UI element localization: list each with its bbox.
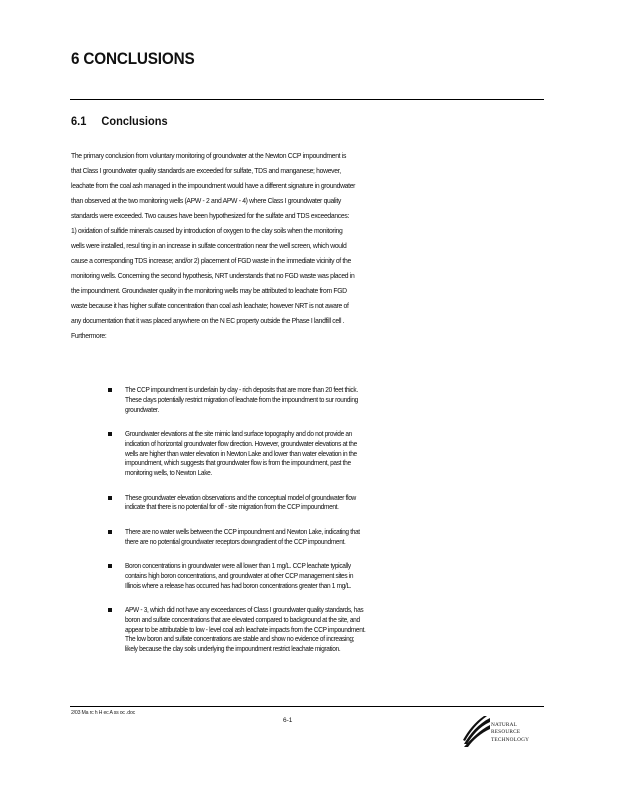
paragraph-line: standards were exceeded. Two causes have been hypothesized for the sulfate and TDS exceedances: (71, 211, 349, 220)
chapter-title: 6 CONCLUSIONS (71, 49, 195, 68)
section-heading (71, 114, 168, 128)
paragraph-line: waste because it has higher sulfate concentration than coal ash leachate; however NRT is not aware of (71, 301, 349, 310)
paragraph-line: any documentation that it was placed anywhere on the N EC property outside the Phase I landfill cell . (71, 316, 345, 325)
bullet-line: Boron concentrations in groundwater were all lower than 1 mg/L. CCP leachate typically (125, 561, 351, 570)
bullet-line: impoundment, which suggests that groundwater flow is from the impoundment, past the (125, 459, 351, 468)
bullet-item (108, 494, 528, 514)
bullet-square-icon (108, 388, 112, 392)
paragraph-line: that Class I groundwater quality standards are exceeded for sulfate, TDS and manganese; however, (71, 166, 341, 175)
header-rule (70, 99, 544, 100)
bullet-line: there are no potential groundwater receptors downgradient of the CCP impoundment. (125, 537, 346, 546)
logo-line: NATURAL (491, 722, 518, 728)
paragraph-line: cause a corresponding TDS increase; and/or 2) placement of FGD waste in the immediate vicinity of the (71, 256, 351, 265)
paragraph-line: Furthermore: (71, 331, 107, 340)
bullet-line: indication of horizontal groundwater flow direction. However, groundwater elevations at the (125, 439, 357, 448)
bullet-square-icon (108, 530, 112, 534)
bullet-line: There are no water wells between the CCP impoundment and Newton Lake, indicating that (125, 527, 360, 536)
logo-mark-icon (462, 714, 492, 748)
section-number: 6.1 (71, 114, 87, 128)
bullet-line: indicate that there is no potential for off - site migration from the CCP impoundment. (125, 503, 339, 512)
company-logo (462, 714, 538, 750)
bullet-line: These groundwater elevation observations and the conceptual model of groundwater flow (125, 493, 356, 502)
bullet-line: boron and sulfate concentrations that are elevated compared to background at the site, and (125, 615, 360, 624)
bullet-item (108, 386, 528, 415)
bullet-line: The CCP impoundment is underlain by clay - rich deposits that are more than 20 feet thick. (125, 386, 358, 394)
logo-line: TECHNOLOGY (491, 736, 530, 743)
logo-line: RESOURCE (491, 729, 521, 736)
bullet-line: groundwater. (125, 405, 159, 414)
bullet-item (108, 528, 528, 548)
bullet-line: monitoring wells, to Newton Lake. (125, 469, 212, 478)
paragraph-line: than observed at the two monitoring wells (APW - 2 and APW - 4) where Class I groundwater quality (71, 196, 341, 205)
paragraph-line: 1) oxidation of sulfide minerals caused by introduction of oxygen to the clay soils when the monitoring (71, 226, 343, 235)
bullet-square-icon (108, 608, 112, 612)
bullet-line: likely because the clay soils underlying the impoundment restrict leachate migration. (125, 645, 341, 654)
bullet-line: wells are higher than water elevation in Newton Lake and lower than water elevation in the (125, 449, 357, 458)
bullet-line: The low boron and sulfate concentrations are stable and show no evidence of increasing; (125, 635, 355, 644)
bullet-line: appear to be attributable to low - level coal ash leachate impacts from the CCP impoundment. (125, 625, 366, 634)
bullet-item (108, 430, 528, 479)
bullet-square-icon (108, 432, 112, 436)
bullet-line: These clays potentially restrict migration of leachate from the impoundment to sur rounding (125, 395, 358, 404)
logo-text (491, 722, 529, 744)
paragraph-line: the impoundment. Groundwater quality in the monitoring wells may be attributed to leachate from FGD (71, 286, 347, 295)
bullet-item (108, 606, 528, 655)
bullet-line: Groundwater elevations at the site mimic land surface topography and do not provide an (125, 429, 352, 438)
bullet-line: APW - 3, which did not have any exceedances of Class I groundwater quality standards, has (125, 605, 364, 614)
footer-rule (70, 706, 544, 707)
bullet-list (108, 386, 528, 670)
conclusions-paragraph (71, 148, 541, 343)
bullet-item (108, 562, 528, 591)
footer-file-reference: 2/03 Ma rc h H ec A ss oc .doc (71, 710, 136, 716)
paragraph-line: The primary conclusion from voluntary monitoring of groundwater at the Newton CCP impoundment is (71, 151, 347, 160)
paragraph-line: wells were installed, resul ting in an increase in sulfate concentration near the well screen, which would (71, 241, 347, 250)
bullet-square-icon (108, 496, 112, 500)
bullet-line: Illinois where a release has occurred has had boron concentrations greater than 1 mg/L. (125, 581, 352, 590)
bullet-line: contains high boron concentrations, and groundwater at other CCP management sites in (125, 571, 354, 580)
page-number: 6-1 (283, 717, 293, 724)
section-title: Conclusions (101, 114, 168, 128)
bullet-square-icon (108, 564, 112, 568)
paragraph-line: monitoring wells. Concerning the second hypothesis, NRT understands that no FGD waste was placed in (71, 271, 355, 280)
paragraph-line: leachate from the coal ash managed in the impoundment would have a different signature in groundwater (71, 181, 356, 190)
